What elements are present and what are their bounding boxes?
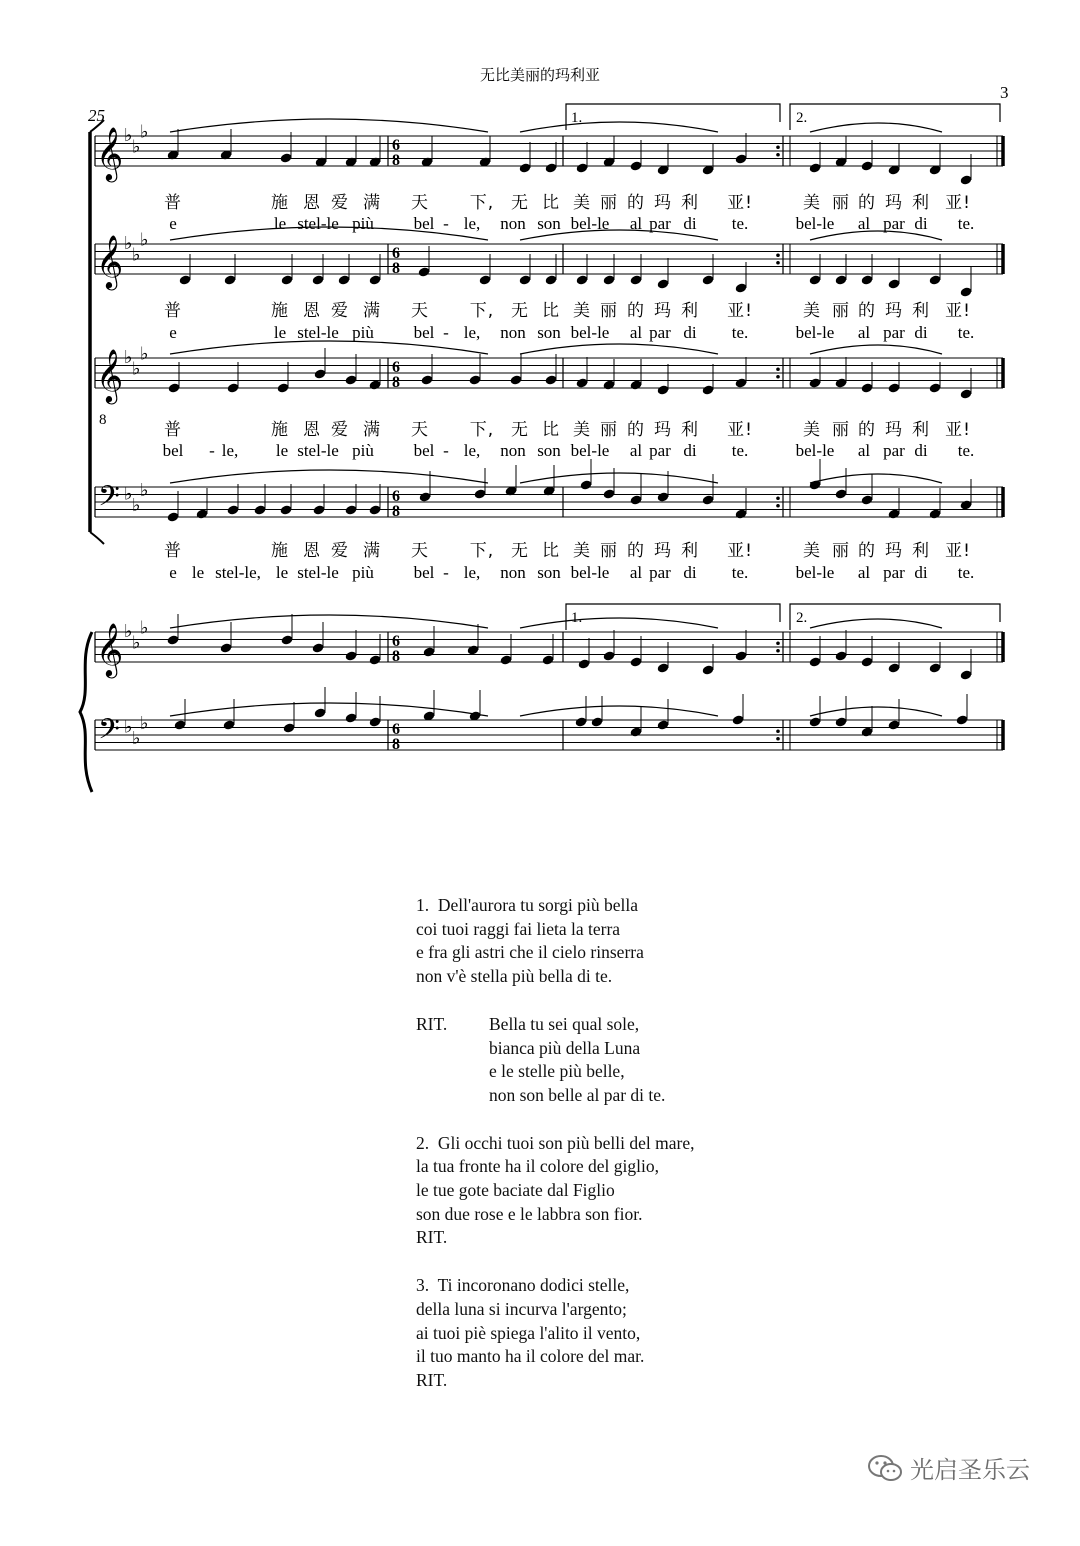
tenor-clef-marking: 8 xyxy=(99,412,107,428)
lyric-chinese: 满 xyxy=(363,420,381,440)
phrase-slur xyxy=(810,707,942,716)
verse-2-line xyxy=(416,1132,936,1156)
verse-line: ai tuoi piè spiega l'alito il vento, xyxy=(416,1322,641,1343)
verse-line: coi tuoi raggi fai lieta la terra xyxy=(416,918,621,939)
lyric-chinese: 利 xyxy=(681,301,699,321)
lyric-chinese: 玛 xyxy=(654,301,672,321)
lyric-chinese: 满 xyxy=(363,301,381,321)
verse-line: della luna si incurva l'argento; xyxy=(416,1298,627,1319)
phrase-slur xyxy=(170,119,488,132)
lyric-chinese: 美 xyxy=(573,193,591,213)
lyric-italian: le, xyxy=(463,563,481,582)
flat-icon: ♭ xyxy=(124,233,133,254)
lyric-chinese: 的 xyxy=(858,193,876,213)
staff xyxy=(95,341,1003,404)
phrase-slur xyxy=(810,345,942,354)
lyric-italian: bel xyxy=(413,563,435,582)
lyric-italian: bel-le xyxy=(795,214,835,233)
refrain-reference: RIT. xyxy=(416,1227,448,1248)
lyric-italian: stel-le xyxy=(297,323,339,342)
staff xyxy=(95,614,1003,681)
measure-number: 25 xyxy=(88,106,105,125)
repeat-dot xyxy=(776,253,780,257)
lyric-italian: e xyxy=(169,214,177,233)
verse-line: il tuo manto ha il colore del mar. xyxy=(416,1346,645,1367)
repeat-dot xyxy=(776,729,780,733)
lyric-italian: stel-le, xyxy=(215,563,261,582)
phrase-slur xyxy=(810,619,942,628)
lyric-italian: par xyxy=(883,563,905,582)
lyric-chinese: 利 xyxy=(912,301,930,321)
flat-icon: ♭ xyxy=(124,483,133,505)
lyric-chinese: 利 xyxy=(681,541,699,561)
volta-label: 1. xyxy=(571,110,583,126)
lyric-chinese: 无 xyxy=(511,420,529,440)
treble-clef-icon: 𝄞 xyxy=(96,234,124,288)
bass-clef-icon: 𝄢 xyxy=(98,713,120,753)
lyric-chinese: 满 xyxy=(363,193,381,213)
lyric-chinese: 恩 xyxy=(303,301,321,321)
lyric-chinese: 利 xyxy=(681,193,699,213)
lyric-italian: le xyxy=(275,441,289,460)
phrase-slur xyxy=(520,122,718,132)
lyric-chinese: 利 xyxy=(912,420,930,440)
verse-line: Gli occhi tuoi son più belli del mare, xyxy=(437,1132,695,1153)
verse-line: bianca più della Luna xyxy=(489,1037,641,1058)
flat-icon: ♭ xyxy=(132,727,141,749)
phrase-slur xyxy=(170,341,488,354)
repeat-dot xyxy=(776,496,780,500)
verse-line: la tua fronte ha il colore del giglio, xyxy=(416,1156,659,1177)
lyric-italian: le xyxy=(273,323,287,342)
lyric-italian: bel-le xyxy=(795,441,835,460)
lyric-chinese: 天 xyxy=(411,420,429,440)
lyric-italian: te. xyxy=(731,441,749,460)
watermark-text: 光启圣乐云 xyxy=(910,1456,1030,1484)
lyric-chinese: 美 xyxy=(573,301,591,321)
lyric-chinese: 玛 xyxy=(885,301,903,321)
lyric-chinese: 丽 xyxy=(832,301,850,321)
flat-icon: ♭ xyxy=(140,343,149,365)
lyric-italian: son xyxy=(537,214,561,233)
time-signature-denominator: 8 xyxy=(392,152,400,169)
verse-number: 1. xyxy=(416,895,430,915)
volta-2-bracket xyxy=(790,604,1000,630)
lyric-chinese: 亚! xyxy=(945,420,971,440)
lyric-chinese: 的 xyxy=(858,541,876,561)
lyric-chinese: 玛 xyxy=(885,541,903,561)
flat-icon: ♭ xyxy=(140,121,149,143)
lyric-italian: di xyxy=(683,214,697,233)
lyric-chinese: 利 xyxy=(681,420,699,440)
lyric-chinese: 美 xyxy=(573,420,591,440)
piano-brace xyxy=(80,632,92,792)
lyric-chinese: 下, xyxy=(469,301,495,321)
lyric-chinese: 的 xyxy=(627,541,645,561)
lyric-chinese: 的 xyxy=(858,420,876,440)
lyric-chinese: 施 xyxy=(271,541,289,561)
flat-icon: ♭ xyxy=(140,229,149,251)
refrain-label: RIT. xyxy=(416,1013,448,1034)
lyric-italian: par xyxy=(883,214,905,233)
lyric-chinese: 比 xyxy=(542,420,560,440)
lyric-italian: stel-le xyxy=(297,441,339,460)
lyric-italian: bel xyxy=(413,441,435,460)
page-title: 无比美丽的玛利亚 xyxy=(479,66,601,84)
flat-icon: ♭ xyxy=(132,244,141,266)
lyric-chinese: 满 xyxy=(363,541,381,561)
lyric-italian: bel-le xyxy=(570,441,610,460)
lyric-chinese: 比 xyxy=(542,301,560,321)
staff xyxy=(95,119,1003,186)
lyric-chinese: 的 xyxy=(627,420,645,440)
lyric-italian: - xyxy=(443,323,449,342)
time-signature-numerator: 6 xyxy=(392,245,400,262)
flat-icon: ♭ xyxy=(124,125,133,146)
lyric-italian: di xyxy=(914,441,928,460)
flat-icon: ♭ xyxy=(140,617,149,639)
lyric-italian: te. xyxy=(731,563,749,582)
volta-label: 2. xyxy=(796,610,808,626)
refrain-row xyxy=(416,1013,936,1108)
lyric-italian: più xyxy=(352,323,374,342)
lyric-chinese: 玛 xyxy=(885,420,903,440)
lyric-chinese: 丽 xyxy=(832,193,850,213)
phrase-slur xyxy=(170,703,488,716)
lyric-italian: bel-le xyxy=(570,323,610,342)
lyric-chinese: 美 xyxy=(803,193,821,213)
lyric-italian: bel xyxy=(162,441,184,460)
lyric-italian: son xyxy=(537,323,561,342)
lyric-chinese: 丽 xyxy=(832,420,850,440)
lyric-chinese: 玛 xyxy=(654,541,672,561)
time-signature-numerator: 6 xyxy=(392,488,400,505)
repeat-dot xyxy=(776,504,780,508)
lyric-italian: bel-le xyxy=(570,214,610,233)
lyric-italian: non xyxy=(500,441,526,460)
lyric-chinese: 爱 xyxy=(331,301,349,321)
phrase-slur xyxy=(170,470,488,483)
lyric-italian: - xyxy=(209,441,215,460)
phrase-slur xyxy=(520,344,718,354)
lyric-italian: bel xyxy=(413,323,435,342)
verse-line: e fra gli astri che il cielo rinserra xyxy=(416,942,644,963)
lyric-italian: le xyxy=(273,214,287,233)
lyric-italian: par xyxy=(649,323,671,342)
verse-1-line xyxy=(416,894,936,918)
lyric-chinese: 丽 xyxy=(600,301,618,321)
lyric-italian: al xyxy=(857,214,871,233)
lyric-chinese: 下, xyxy=(469,541,495,561)
repeat-dot xyxy=(776,367,780,371)
volta-2-bracket xyxy=(790,104,1000,130)
time-signature-denominator: 8 xyxy=(392,374,400,391)
verse-3-line xyxy=(416,1274,936,1298)
lyric-chinese: 无 xyxy=(511,193,529,213)
lyric-italian: par xyxy=(883,441,905,460)
lyric-italian: par xyxy=(649,441,671,460)
lyric-chinese: 亚! xyxy=(727,420,753,440)
lyric-chinese: 利 xyxy=(912,193,930,213)
lyric-italian: più xyxy=(352,563,374,582)
lyric-chinese: 施 xyxy=(271,301,289,321)
volta-label: 1. xyxy=(571,610,583,626)
lyric-italian: di xyxy=(683,323,697,342)
lyric-italian: le xyxy=(191,563,205,582)
lyric-italian: son xyxy=(537,441,561,460)
lyric-italian: le, xyxy=(463,441,481,460)
phrase-slur xyxy=(520,618,718,628)
phrase-slur xyxy=(520,473,718,483)
lyric-chinese: 天 xyxy=(411,193,429,213)
lyric-chinese: 天 xyxy=(411,301,429,321)
lyric-chinese: 恩 xyxy=(303,420,321,440)
lyric-italian: stel-le xyxy=(297,563,339,582)
repeat-dot xyxy=(776,641,780,645)
treble-clef-icon: 𝄞 xyxy=(96,348,124,402)
flat-icon: ♭ xyxy=(124,716,133,738)
repeat-dot xyxy=(776,145,780,149)
treble-clef-icon: 𝄞 xyxy=(96,126,124,180)
lyric-italian: te. xyxy=(731,214,749,233)
lyric-italian: stel-le xyxy=(297,214,339,233)
time-signature-denominator: 8 xyxy=(392,260,400,277)
lyric-italian: par xyxy=(649,214,671,233)
lyric-chinese: 天 xyxy=(411,541,429,561)
flat-icon: ♭ xyxy=(124,621,133,642)
lyric-chinese: 丽 xyxy=(600,193,618,213)
time-signature-numerator: 6 xyxy=(392,633,400,650)
lyric-chinese: 爱 xyxy=(331,541,349,561)
lyric-chinese: 比 xyxy=(542,541,560,561)
time-signature-numerator: 6 xyxy=(392,359,400,376)
lyric-chinese: 丽 xyxy=(600,420,618,440)
lyric-chinese: 施 xyxy=(271,193,289,213)
lyric-chinese: 美 xyxy=(803,541,821,561)
lyric-chinese: 无 xyxy=(511,301,529,321)
refrain-lines xyxy=(489,1013,665,1108)
lyric-italian: al xyxy=(629,441,643,460)
verse-line: son due rose e le labbra son fior. xyxy=(416,1203,643,1224)
lyric-chinese: 丽 xyxy=(832,541,850,561)
lyric-chinese: 亚! xyxy=(727,301,753,321)
refrain xyxy=(416,1013,936,1108)
phrase-slur xyxy=(170,615,488,628)
repeat-dot xyxy=(776,375,780,379)
lyric-chinese: 爱 xyxy=(331,420,349,440)
lyric-chinese: 亚! xyxy=(727,193,753,213)
lyric-italian: bel-le xyxy=(570,563,610,582)
repeat-dot xyxy=(776,737,780,741)
lyric-italian: bel-le xyxy=(795,563,835,582)
lyric-italian: e xyxy=(169,563,177,582)
lyric-italian: e xyxy=(169,323,177,342)
time-signature-numerator: 6 xyxy=(392,721,400,738)
lyric-italian: al xyxy=(629,563,643,582)
lyric-italian: di xyxy=(914,563,928,582)
lyric-chinese: 玛 xyxy=(654,193,672,213)
lyric-italian: al xyxy=(629,214,643,233)
repeat-dot xyxy=(776,261,780,265)
lyric-italian: son xyxy=(537,563,561,582)
lyric-italian: al xyxy=(857,441,871,460)
wechat-icon xyxy=(866,1453,904,1483)
lyric-chinese: 亚! xyxy=(945,301,971,321)
time-signature-numerator: 6 xyxy=(392,137,400,154)
verse-1 xyxy=(416,894,936,989)
verse-number: 2. xyxy=(416,1132,430,1153)
volta-label: 2. xyxy=(796,110,808,126)
verse-line: e le stelle più belle, xyxy=(489,1061,625,1082)
staff xyxy=(95,687,1003,753)
lyric-italian: al xyxy=(629,323,643,342)
lyric-italian: bel-le xyxy=(795,323,835,342)
flat-icon: ♭ xyxy=(132,494,141,516)
phrase-slur xyxy=(810,474,942,483)
watermark xyxy=(866,1450,1030,1485)
lyric-italian: te. xyxy=(957,441,975,460)
lyric-italian: par xyxy=(883,323,905,342)
lyric-chinese: 亚! xyxy=(727,541,753,561)
lyric-italian: di xyxy=(914,214,928,233)
lyric-chinese: 普 xyxy=(164,541,182,561)
flat-icon: ♭ xyxy=(140,712,149,734)
lyric-italian: te. xyxy=(957,323,975,342)
lyric-italian: - xyxy=(443,214,449,233)
lyric-italian: più xyxy=(352,214,374,233)
staff xyxy=(95,459,1003,523)
lyric-italian: te. xyxy=(731,323,749,342)
lyric-italian: bel xyxy=(413,214,435,233)
lyric-italian: le, xyxy=(463,214,481,233)
lyric-italian: par xyxy=(649,563,671,582)
phrase-slur xyxy=(810,123,942,132)
lyric-chinese: 施 xyxy=(271,420,289,440)
lyric-chinese: 普 xyxy=(164,420,182,440)
volta-1-bracket xyxy=(566,104,780,130)
repeat-dot xyxy=(776,649,780,653)
lyric-chinese: 美 xyxy=(573,541,591,561)
lyric-italian: le xyxy=(275,563,289,582)
verse-line: Dell'aurora tu sorgi più bella xyxy=(437,895,639,915)
lyric-chinese: 亚! xyxy=(945,193,971,213)
lyric-chinese: 丽 xyxy=(600,541,618,561)
lyric-italian: non xyxy=(500,563,526,582)
volta-1-bracket xyxy=(566,604,780,630)
time-signature-denominator: 8 xyxy=(392,736,400,753)
verse-number: 3. xyxy=(416,1275,430,1296)
flat-icon: ♭ xyxy=(132,358,141,380)
lyric-italian: al xyxy=(857,323,871,342)
verse-2 xyxy=(416,1132,936,1251)
lyric-chinese: 下, xyxy=(469,193,495,213)
lyric-italian: te. xyxy=(957,563,975,582)
verses-text xyxy=(416,894,936,1417)
lyric-italian: te. xyxy=(957,214,975,233)
time-signature-denominator: 8 xyxy=(392,648,400,665)
verse-line: Bella tu sei qual sole, xyxy=(489,1013,640,1034)
verse-3 xyxy=(416,1274,936,1393)
lyric-chinese: 玛 xyxy=(654,420,672,440)
lyric-chinese: 的 xyxy=(627,301,645,321)
lyric-italian: al xyxy=(857,563,871,582)
lyric-chinese: 的 xyxy=(858,301,876,321)
lyric-italian: di xyxy=(683,563,697,582)
lyric-italian: le, xyxy=(221,441,239,460)
refrain-reference: RIT. xyxy=(416,1369,448,1390)
verse-line: non son belle al par di te. xyxy=(489,1084,666,1105)
lyric-italian: più xyxy=(352,441,374,460)
verse-line: Ti incoronano dodici stelle, xyxy=(437,1275,630,1296)
flat-icon: ♭ xyxy=(140,479,149,501)
lyric-chinese: 下, xyxy=(469,420,495,440)
lyric-chinese: 普 xyxy=(164,193,182,213)
flat-icon: ♭ xyxy=(124,347,133,368)
page-number: 3 xyxy=(1000,83,1009,102)
bass-clef-icon: 𝄢 xyxy=(98,480,120,520)
lyric-italian: non xyxy=(500,323,526,342)
lyric-italian: di xyxy=(683,441,697,460)
treble-clef-icon: 𝄞 xyxy=(96,622,124,676)
flat-icon: ♭ xyxy=(132,632,141,654)
verse-line: non v'è stella più bella di te. xyxy=(416,966,613,987)
phrase-slur xyxy=(520,706,718,716)
lyric-italian: di xyxy=(914,323,928,342)
lyric-chinese: 美 xyxy=(803,420,821,440)
time-signature-denominator: 8 xyxy=(392,503,400,520)
lyric-chinese: 恩 xyxy=(303,193,321,213)
lyric-italian: non xyxy=(500,214,526,233)
lyric-chinese: 玛 xyxy=(885,193,903,213)
lyric-chinese: 爱 xyxy=(331,193,349,213)
lyric-chinese: 普 xyxy=(164,301,182,321)
lyric-chinese: 美 xyxy=(803,301,821,321)
lyric-italian: - xyxy=(443,563,449,582)
lyric-chinese: 恩 xyxy=(303,541,321,561)
flat-icon: ♭ xyxy=(132,136,141,158)
lyric-chinese: 无 xyxy=(511,541,529,561)
lyric-chinese: 的 xyxy=(627,193,645,213)
verse-line: le tue gote baciate dal Figlio xyxy=(416,1180,615,1201)
lyric-italian: - xyxy=(443,441,449,460)
repeat-dot xyxy=(776,153,780,157)
lyric-chinese: 利 xyxy=(912,541,930,561)
lyric-italian: le, xyxy=(463,323,481,342)
lyric-chinese: 亚! xyxy=(945,541,971,561)
lyric-chinese: 比 xyxy=(542,193,560,213)
staff xyxy=(95,227,1003,298)
